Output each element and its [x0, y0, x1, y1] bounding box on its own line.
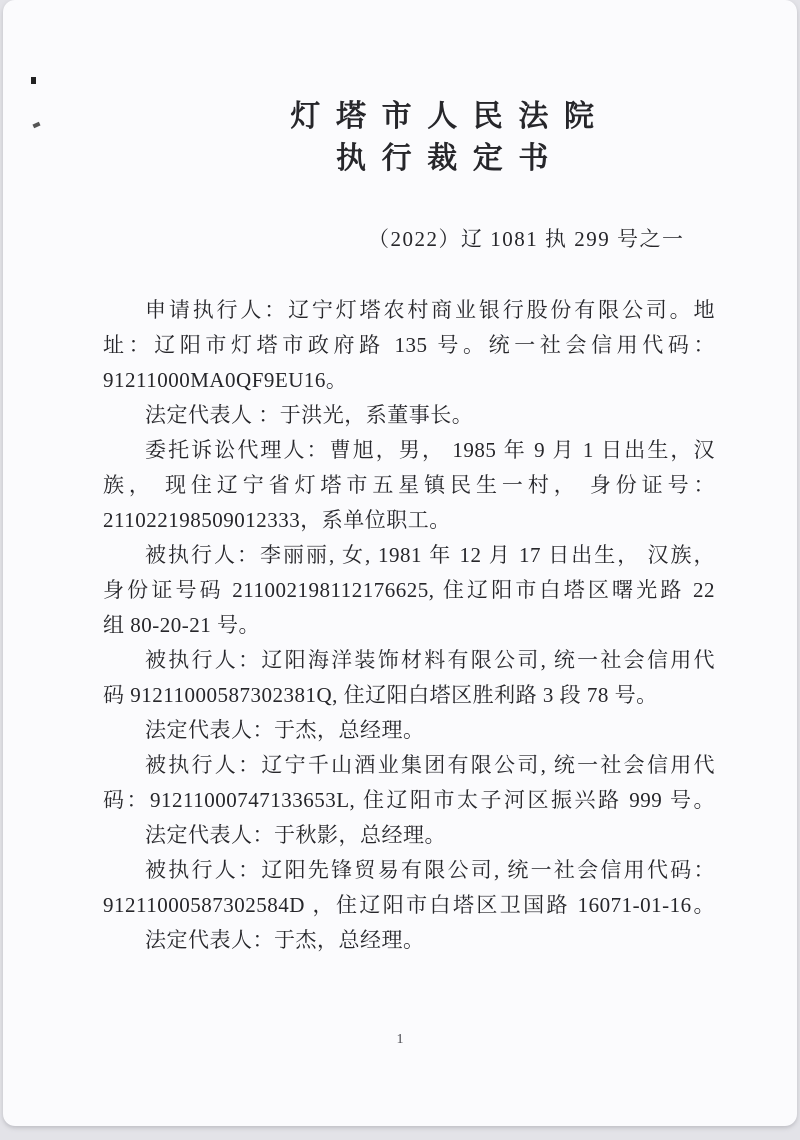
body-line: 法定代表人：于杰，总经理。	[145, 928, 425, 952]
body-line: 码 91211000587302381Q, 住辽阳白塔区胜利路 3 段 78 号。	[103, 683, 658, 707]
body-line: 被执行人：辽阳海洋装饰材料有限公司, 统一社会信用代	[145, 648, 715, 672]
document-body	[103, 293, 715, 958]
body-line: 码：91211000747133653L, 住辽阳市太子河区振兴路 999 号。	[103, 788, 715, 812]
body-line: 组 80-20-21 号。	[103, 613, 260, 637]
body-line: 91211000587302584D ，住辽阳市白塔区卫国路 16071-01-16。	[103, 893, 715, 917]
body-line: 被执行人：李丽丽, 女, 1981 年 12 月 17 日出生， 汉族，	[145, 543, 715, 567]
body-line: 申请执行人：辽宁灯塔农村商业银行股份有限公司。地	[145, 298, 715, 322]
body-line: 211022198509012333，系单位职工。	[103, 508, 451, 532]
case-number: （2022）辽 1081 执 299 号之一	[368, 227, 685, 251]
body-line: 法定代表人：于秋影，总经理。	[145, 823, 446, 847]
document-page	[3, 0, 797, 1126]
body-line: 族， 现住辽宁省灯塔市五星镇民生一村， 身份证号：	[103, 473, 715, 497]
body-line: 委托诉讼代理人：曹旭，男， 1985 年 9 月 1 日出生，汉	[145, 438, 715, 462]
document-header	[3, 0, 797, 180]
body-line: 91211000MA0QF9EU16。	[103, 368, 348, 392]
body-line: 址：辽阳市灯塔市政府路 135 号。统一社会信用代码：	[103, 333, 715, 357]
document-type: 执行裁定书	[336, 142, 564, 175]
body-line: 被执行人：辽阳先锋贸易有限公司, 统一社会信用代码：	[145, 858, 715, 882]
body-line: 法定代表人：于杰，总经理。	[145, 718, 425, 742]
body-line: 被执行人：辽宁千山酒业集团有限公司, 统一社会信用代	[145, 753, 715, 777]
ink-speck	[31, 77, 36, 84]
body-line: 法定代表人 ：于洪光，系董事长。	[145, 403, 474, 427]
page-number: 1	[396, 1032, 404, 1047]
court-name: 灯塔市人民法院	[290, 100, 610, 133]
body-line: 身份证号码 211002198112176625, 住辽阳市白塔区曙光路 22	[103, 578, 715, 602]
